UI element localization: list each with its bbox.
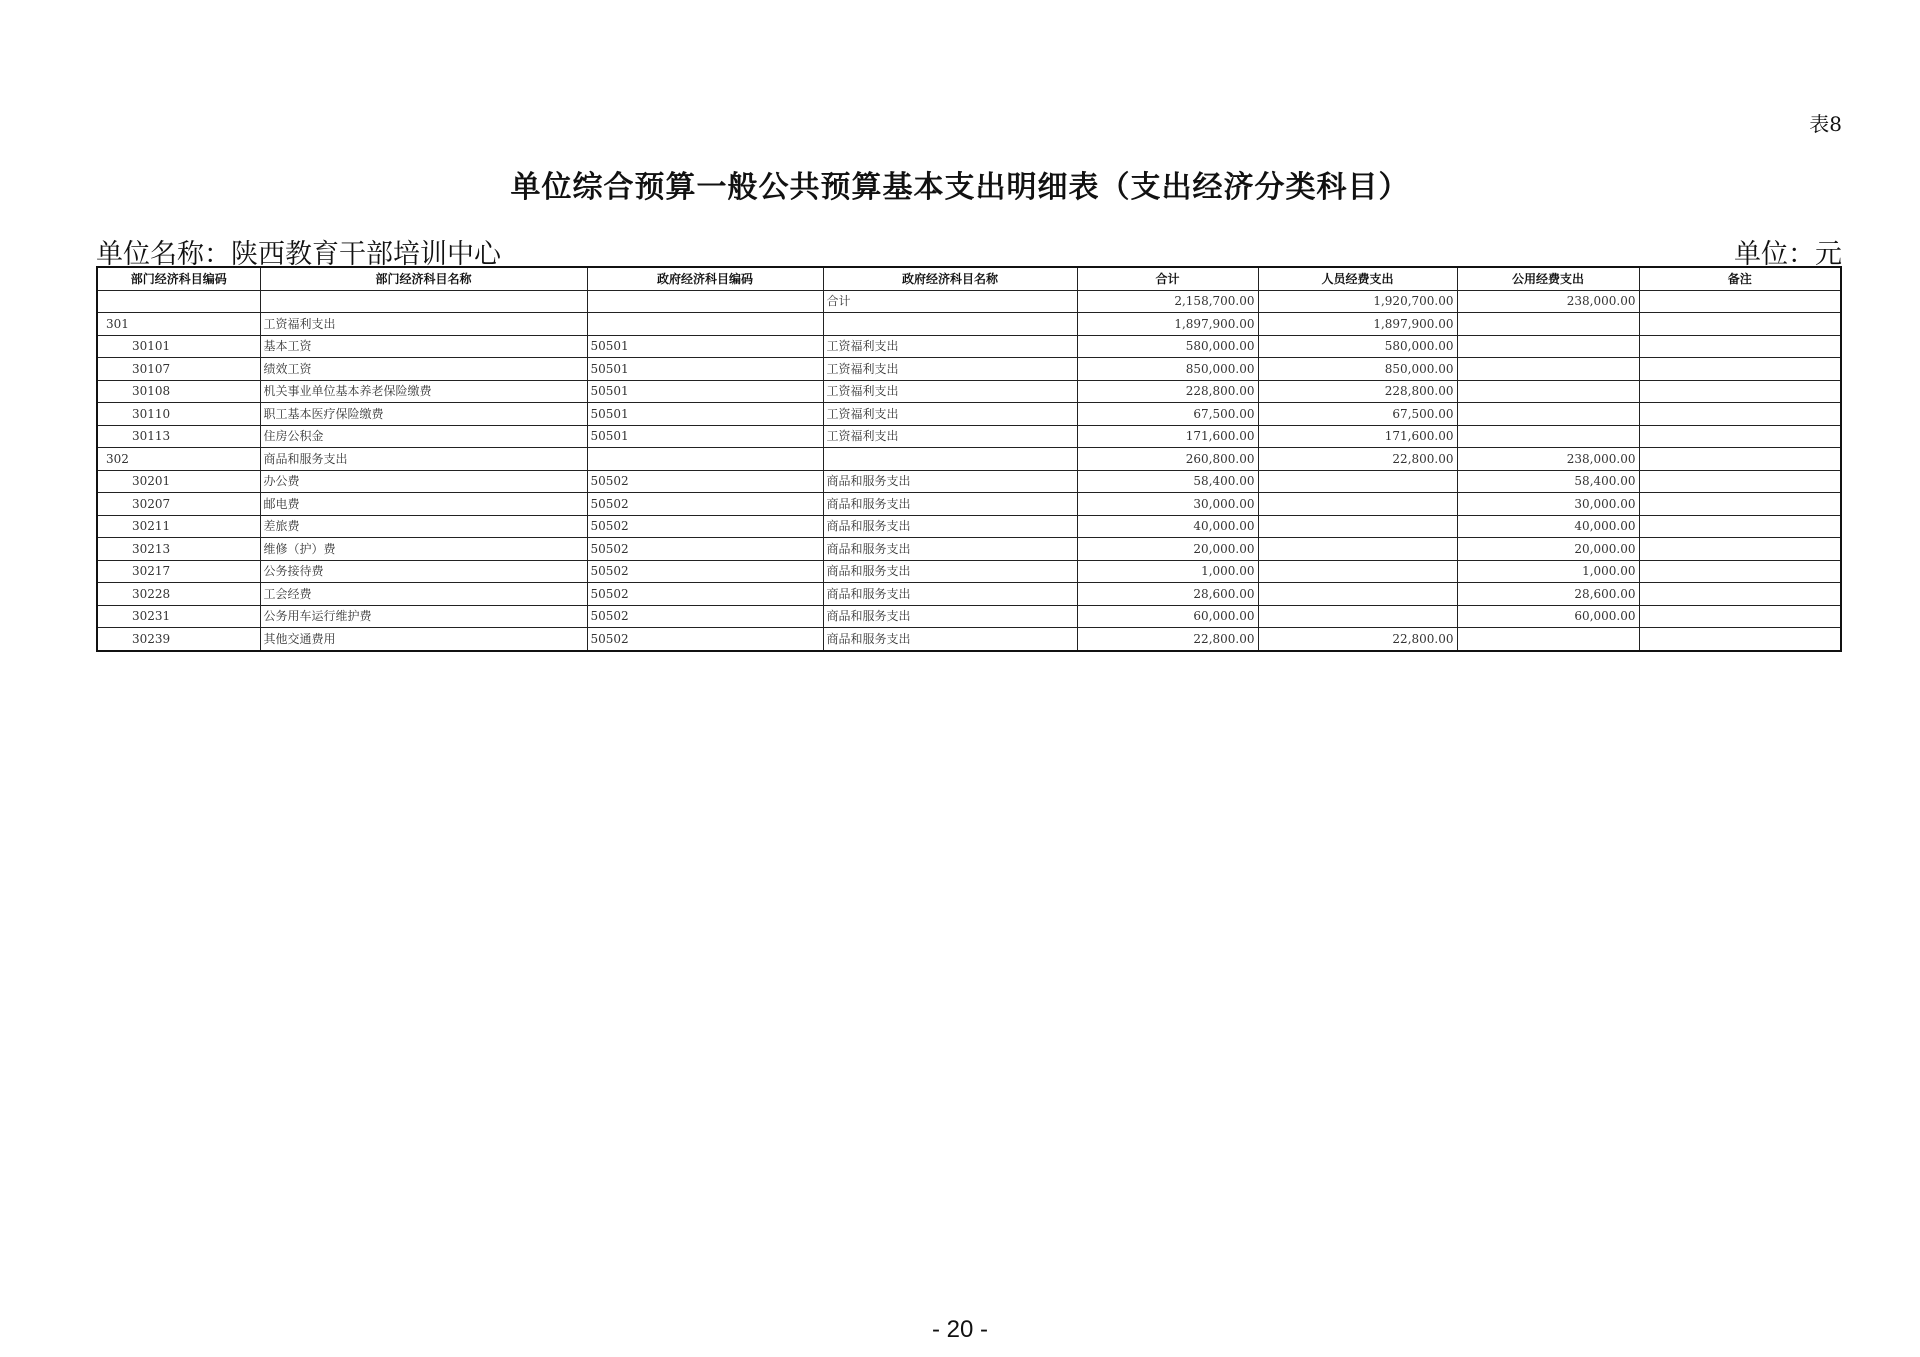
dept-code-cell: 30213 xyxy=(97,538,260,561)
gov-name-cell: 商品和服务支出 xyxy=(823,470,1077,493)
dept-code-cell: 30110 xyxy=(97,403,260,426)
dept-code-cell: 302 xyxy=(97,448,260,471)
total-cell: 228,800.00 xyxy=(1077,380,1258,403)
column-header-personnel: 人员经费支出 xyxy=(1258,267,1457,290)
total-cell: 260,800.00 xyxy=(1077,448,1258,471)
dept-name-cell: 工资福利支出 xyxy=(260,313,587,336)
gov-code-cell xyxy=(587,290,823,313)
personnel-cell: 22,800.00 xyxy=(1258,628,1457,651)
dept-name-cell: 公务接待费 xyxy=(260,560,587,583)
table-row xyxy=(97,628,1841,651)
total-cell: 1,000.00 xyxy=(1077,560,1258,583)
personnel-cell xyxy=(1258,470,1457,493)
gov-name-cell: 商品和服务支出 xyxy=(823,605,1077,628)
gov-name-cell: 工资福利支出 xyxy=(823,380,1077,403)
note-cell xyxy=(1639,290,1841,313)
total-cell: 1,897,900.00 xyxy=(1077,313,1258,336)
column-header-note: 备注 xyxy=(1639,267,1841,290)
gov-code-cell xyxy=(587,313,823,336)
gov-name-cell: 商品和服务支出 xyxy=(823,583,1077,606)
personnel-cell xyxy=(1258,583,1457,606)
table-row xyxy=(97,560,1841,583)
personnel-cell: 228,800.00 xyxy=(1258,380,1457,403)
unit-name-label: 单位名称：陕西教育干部培训中心 xyxy=(96,239,501,270)
gov-code-cell: 50501 xyxy=(587,425,823,448)
gov-name-cell: 商品和服务支出 xyxy=(823,560,1077,583)
gov-code-cell: 50502 xyxy=(587,515,823,538)
dept-code-cell: 30228 xyxy=(97,583,260,606)
gov-name-cell: 商品和服务支出 xyxy=(823,538,1077,561)
column-header-dept-code: 部门经济科目编码 xyxy=(97,267,260,290)
public-cell: 1,000.00 xyxy=(1457,560,1639,583)
gov-code-cell: 50501 xyxy=(587,403,823,426)
dept-name-cell: 机关事业单位基本养老保险缴费 xyxy=(260,380,587,403)
column-header-gov-name: 政府经济科目名称 xyxy=(823,267,1077,290)
total-cell: 580,000.00 xyxy=(1077,335,1258,358)
dept-name-cell: 工会经费 xyxy=(260,583,587,606)
gov-name-cell: 工资福利支出 xyxy=(823,425,1077,448)
public-cell: 20,000.00 xyxy=(1457,538,1639,561)
total-cell: 30,000.00 xyxy=(1077,493,1258,516)
public-cell xyxy=(1457,403,1639,426)
personnel-cell: 580,000.00 xyxy=(1258,335,1457,358)
gov-name-cell: 商品和服务支出 xyxy=(823,628,1077,651)
gov-name-cell: 工资福利支出 xyxy=(823,335,1077,358)
dept-name-cell: 职工基本医疗保险缴费 xyxy=(260,403,587,426)
dept-code-cell: 30217 xyxy=(97,560,260,583)
public-cell xyxy=(1457,628,1639,651)
table-row xyxy=(97,380,1841,403)
public-cell xyxy=(1457,425,1639,448)
note-cell xyxy=(1639,448,1841,471)
dept-name-cell: 办公费 xyxy=(260,470,587,493)
public-cell: 30,000.00 xyxy=(1457,493,1639,516)
table-row xyxy=(97,605,1841,628)
personnel-cell xyxy=(1258,605,1457,628)
total-cell: 40,000.00 xyxy=(1077,515,1258,538)
gov-name-cell: 商品和服务支出 xyxy=(823,493,1077,516)
public-cell: 238,000.00 xyxy=(1457,448,1639,471)
gov-code-cell: 50502 xyxy=(587,605,823,628)
total-cell: 67,500.00 xyxy=(1077,403,1258,426)
personnel-cell xyxy=(1258,538,1457,561)
table-row xyxy=(97,335,1841,358)
note-cell xyxy=(1639,403,1841,426)
expenditure-detail-table xyxy=(96,266,1842,652)
table-row xyxy=(97,538,1841,561)
note-cell xyxy=(1639,583,1841,606)
column-header-total: 合计 xyxy=(1077,267,1258,290)
note-cell xyxy=(1639,605,1841,628)
gov-code-cell: 50502 xyxy=(587,583,823,606)
note-cell xyxy=(1639,515,1841,538)
gov-name-cell: 工资福利支出 xyxy=(823,403,1077,426)
public-cell xyxy=(1457,380,1639,403)
dept-code-cell: 30239 xyxy=(97,628,260,651)
gov-code-cell xyxy=(587,448,823,471)
dept-code-cell: 30108 xyxy=(97,380,260,403)
gov-code-cell: 50502 xyxy=(587,628,823,651)
note-cell xyxy=(1639,335,1841,358)
table-number-label: 表8 xyxy=(1809,112,1842,136)
dept-name-cell: 基本工资 xyxy=(260,335,587,358)
note-cell xyxy=(1639,538,1841,561)
table-row xyxy=(97,493,1841,516)
dept-code-cell: 30113 xyxy=(97,425,260,448)
total-cell: 22,800.00 xyxy=(1077,628,1258,651)
column-header-gov-code: 政府经济科目编码 xyxy=(587,267,823,290)
public-cell: 58,400.00 xyxy=(1457,470,1639,493)
public-cell: 40,000.00 xyxy=(1457,515,1639,538)
dept-code-cell: 30211 xyxy=(97,515,260,538)
public-cell xyxy=(1457,358,1639,381)
personnel-cell xyxy=(1258,560,1457,583)
table-row xyxy=(97,358,1841,381)
table-row xyxy=(97,425,1841,448)
table-row xyxy=(97,470,1841,493)
note-cell xyxy=(1639,313,1841,336)
gov-code-cell: 50501 xyxy=(587,358,823,381)
gov-name-cell: 商品和服务支出 xyxy=(823,515,1077,538)
total-cell: 2,158,700.00 xyxy=(1077,290,1258,313)
table-row xyxy=(97,403,1841,426)
total-cell: 60,000.00 xyxy=(1077,605,1258,628)
public-cell: 28,600.00 xyxy=(1457,583,1639,606)
total-cell: 171,600.00 xyxy=(1077,425,1258,448)
dept-code-cell: 30207 xyxy=(97,493,260,516)
public-cell: 238,000.00 xyxy=(1457,290,1639,313)
dept-name-cell: 住房公积金 xyxy=(260,425,587,448)
table-row xyxy=(97,290,1841,313)
gov-code-cell: 50501 xyxy=(587,335,823,358)
personnel-cell: 1,897,900.00 xyxy=(1258,313,1457,336)
dept-name-cell: 其他交通费用 xyxy=(260,628,587,651)
note-cell xyxy=(1639,493,1841,516)
personnel-cell: 171,600.00 xyxy=(1258,425,1457,448)
gov-name-cell: 工资福利支出 xyxy=(823,358,1077,381)
table-row xyxy=(97,313,1841,336)
public-cell xyxy=(1457,313,1639,336)
dept-name-cell: 邮电费 xyxy=(260,493,587,516)
page-title: 单位综合预算一般公共预算基本支出明细表（支出经济分类科目） xyxy=(510,170,1410,205)
note-cell xyxy=(1639,628,1841,651)
public-cell: 60,000.00 xyxy=(1457,605,1639,628)
page-number: - 20 - xyxy=(931,1316,988,1343)
table-header-row xyxy=(97,267,1841,290)
note-cell xyxy=(1639,358,1841,381)
gov-code-cell: 50502 xyxy=(587,470,823,493)
personnel-cell: 67,500.00 xyxy=(1258,403,1457,426)
table-row xyxy=(97,583,1841,606)
currency-unit-label: 单位：元 xyxy=(1734,239,1842,270)
total-cell: 58,400.00 xyxy=(1077,470,1258,493)
personnel-cell: 22,800.00 xyxy=(1258,448,1457,471)
table-row xyxy=(97,515,1841,538)
dept-code-cell xyxy=(97,290,260,313)
personnel-cell: 850,000.00 xyxy=(1258,358,1457,381)
dept-name-cell: 绩效工资 xyxy=(260,358,587,381)
dept-name-cell: 维修（护）费 xyxy=(260,538,587,561)
dept-code-cell: 30231 xyxy=(97,605,260,628)
note-cell xyxy=(1639,425,1841,448)
column-header-public: 公用经费支出 xyxy=(1457,267,1639,290)
gov-name-cell: 合计 xyxy=(823,290,1077,313)
total-cell: 20,000.00 xyxy=(1077,538,1258,561)
note-cell xyxy=(1639,560,1841,583)
dept-code-cell: 30107 xyxy=(97,358,260,381)
dept-code-cell: 30201 xyxy=(97,470,260,493)
column-header-dept-name: 部门经济科目名称 xyxy=(260,267,587,290)
gov-code-cell: 50501 xyxy=(587,380,823,403)
gov-code-cell: 50502 xyxy=(587,538,823,561)
personnel-cell: 1,920,700.00 xyxy=(1258,290,1457,313)
public-cell xyxy=(1457,335,1639,358)
note-cell xyxy=(1639,380,1841,403)
dept-name-cell: 商品和服务支出 xyxy=(260,448,587,471)
note-cell xyxy=(1639,470,1841,493)
total-cell: 28,600.00 xyxy=(1077,583,1258,606)
dept-name-cell: 公务用车运行维护费 xyxy=(260,605,587,628)
personnel-cell xyxy=(1258,493,1457,516)
gov-name-cell xyxy=(823,448,1077,471)
total-cell: 850,000.00 xyxy=(1077,358,1258,381)
dept-name-cell xyxy=(260,290,587,313)
table-row xyxy=(97,448,1841,471)
dept-code-cell: 30101 xyxy=(97,335,260,358)
gov-code-cell: 50502 xyxy=(587,560,823,583)
personnel-cell xyxy=(1258,515,1457,538)
dept-code-cell: 301 xyxy=(97,313,260,336)
gov-code-cell: 50502 xyxy=(587,493,823,516)
gov-name-cell xyxy=(823,313,1077,336)
dept-name-cell: 差旅费 xyxy=(260,515,587,538)
